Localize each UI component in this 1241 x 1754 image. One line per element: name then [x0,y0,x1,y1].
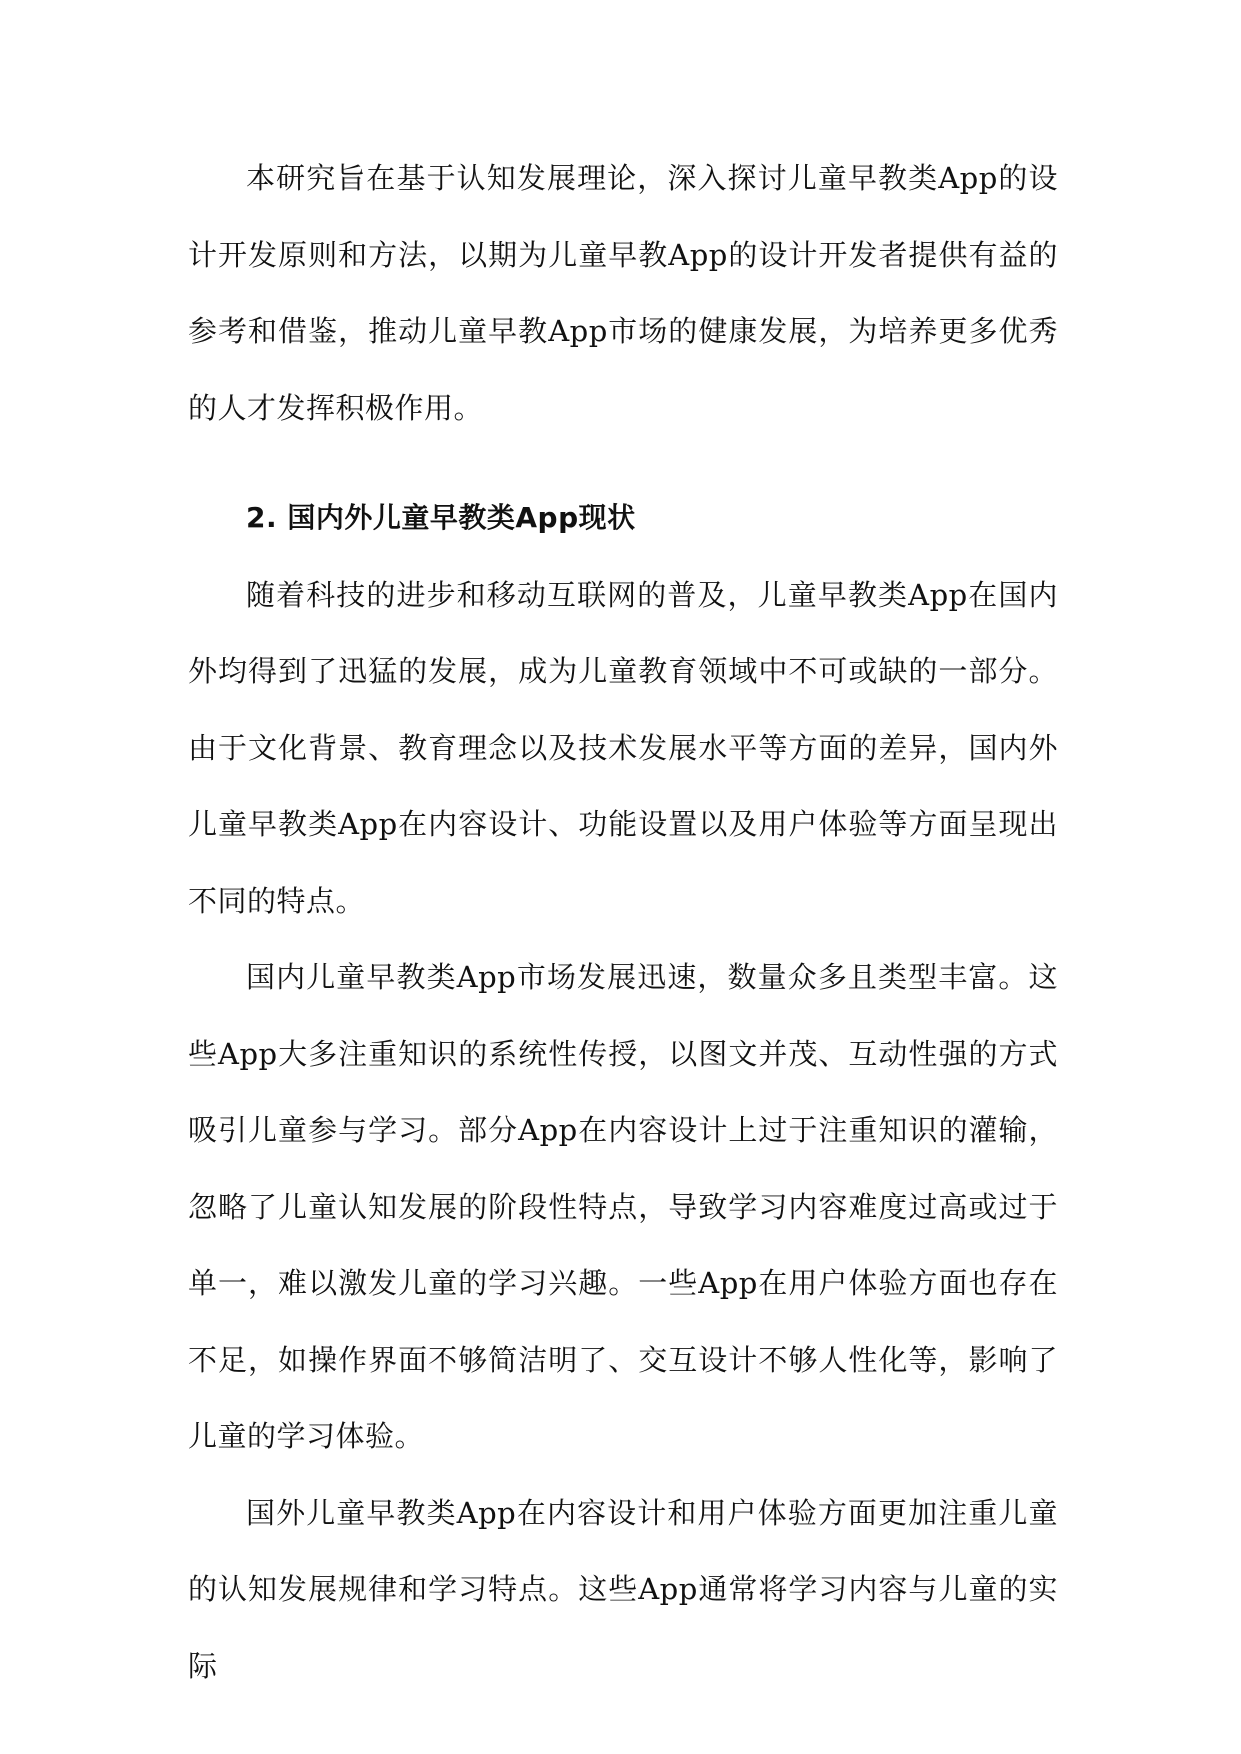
intro-paragraph: 本研究旨在基于认知发展理论，深入探讨儿童早教类App的设计开发原则和方法，以期为儿童早教App的设计开发者提供有益的参考和借鉴，推动儿童早教App市场的健康发展，为培养更多优秀的人才发挥积极作用。 [188,161,1058,425]
section-paragraph-2: 国内儿童早教类App市场发展迅速，数量众多且类型丰富。这些App大多注重知识的系统性传授，以图文并茂、互动性强的方式吸引儿童参与学习。部分App在内容设计上过于注重知识的灌输，忽略了儿童认知发展的阶段性特点，导致学习内容难度过高或过于单一，难以激发儿童的学习兴趣。一些App在用户体验方面也存在不足，如操作界面不够简洁明了、交互设计不够人性化等，影响了儿童的学习体验。 [188,960,1058,1453]
section-paragraph-3: 国外儿童早教类App在内容设计和用户体验方面更加注重儿童的认知发展规律和学习特点。这些App通常将学习内容与儿童的实际 [188,1495,1058,1683]
section-heading: 2. 国内外儿童早教类App现状 [246,501,636,534]
section-paragraph-1: 随着科技的进步和移动互联网的普及，儿童早教类App在国内外均得到了迅猛的发展，成为儿童教育领域中不可或缺的一部分。由于文化背景、教育理念以及技术发展水平等方面的差异，国内外儿童早教类App在内容设计、功能设置以及用户体验等方面呈现出不同的特点。 [188,577,1058,918]
document-body [188,140,1058,1704]
